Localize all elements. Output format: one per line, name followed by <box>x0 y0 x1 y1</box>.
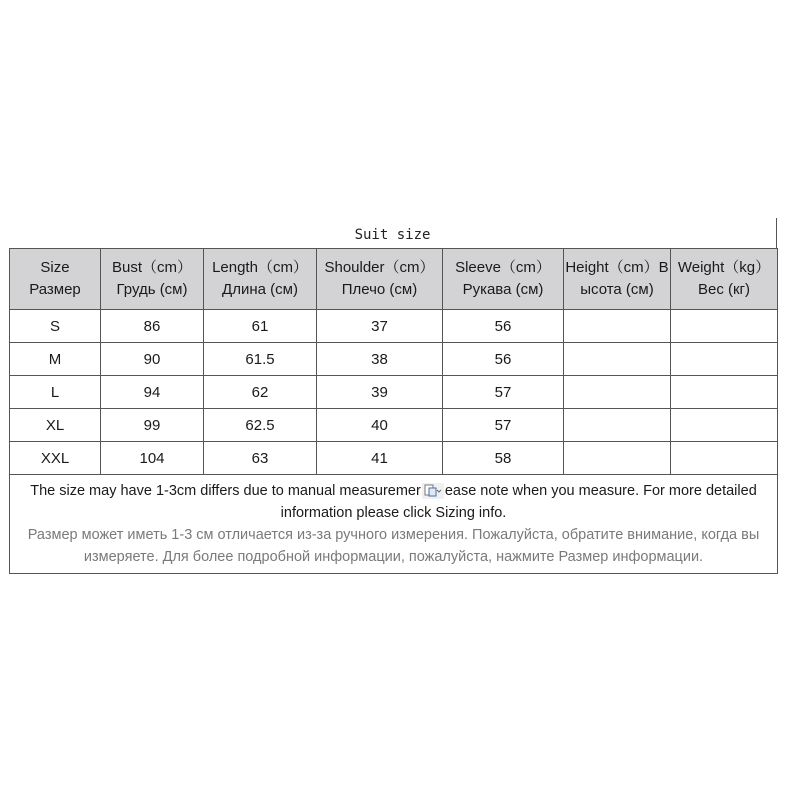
header-cell: Size Размер <box>10 249 101 310</box>
note-english: The size may have 1-3cm differs due to manual measuremer ease note when you measure. For more detailed information please click Sizing info. <box>30 483 757 521</box>
table-cell <box>671 376 778 409</box>
table-cell: 61 <box>204 310 317 343</box>
table-cell <box>671 442 778 475</box>
header-cell: Shoulder（cm） Плечо (см) <box>317 249 443 310</box>
note-row <box>10 475 778 574</box>
table-cell: 62.5 <box>204 409 317 442</box>
size-chart <box>9 218 777 574</box>
table-cell: 86 <box>101 310 204 343</box>
note-cell <box>10 475 778 574</box>
table-cell: M <box>10 343 101 376</box>
table-cell: XXL <box>10 442 101 475</box>
paste-options-icon[interactable] <box>422 483 444 499</box>
table-cell <box>564 409 671 442</box>
table-cell: 56 <box>443 343 564 376</box>
table-row <box>10 310 778 343</box>
table-cell: 40 <box>317 409 443 442</box>
table-row <box>10 343 778 376</box>
table-cell: 90 <box>101 343 204 376</box>
table-cell: 37 <box>317 310 443 343</box>
table-cell: 63 <box>204 442 317 475</box>
table-cell: 104 <box>101 442 204 475</box>
table-row <box>10 409 778 442</box>
header-cell: Height（cm）В ысота (см) <box>564 249 671 310</box>
table-cell <box>564 442 671 475</box>
table-cell: 57 <box>443 376 564 409</box>
table-cell: XL <box>10 409 101 442</box>
table-cell <box>564 343 671 376</box>
table-cell <box>671 310 778 343</box>
table-cell: 56 <box>443 310 564 343</box>
header-cell: Sleeve（cm） Рукава (см) <box>443 249 564 310</box>
table-row <box>10 442 778 475</box>
table-cell <box>564 310 671 343</box>
table-cell: 57 <box>443 409 564 442</box>
table-cell: 62 <box>204 376 317 409</box>
table-cell: 94 <box>101 376 204 409</box>
header-cell: Bust（cm） Грудь (см) <box>101 249 204 310</box>
table-cell: 38 <box>317 343 443 376</box>
table-cell: S <box>10 310 101 343</box>
size-table <box>9 248 778 574</box>
table-cell <box>564 376 671 409</box>
header-cell: Weight（kg） Вес (кг) <box>671 249 778 310</box>
table-cell <box>671 343 778 376</box>
title-row <box>9 218 777 248</box>
table-cell: L <box>10 376 101 409</box>
table-title: Suit size <box>354 227 431 243</box>
note-russian: Размер может иметь 1-3 см отличается из-за ручного измерения. Пожалуйста, обратите внимание, когда вы измеряете. Для более подробной информации, пожалуйста, нажмите Размер информации. <box>27 527 760 565</box>
table-cell: 41 <box>317 442 443 475</box>
header-cell: Length（cm） Длина (см) <box>204 249 317 310</box>
table-cell: 99 <box>101 409 204 442</box>
table-cell: 58 <box>443 442 564 475</box>
table-row <box>10 376 778 409</box>
table-cell <box>671 409 778 442</box>
table-cell: 39 <box>317 376 443 409</box>
table-cell: 61.5 <box>204 343 317 376</box>
header-row <box>10 249 778 310</box>
